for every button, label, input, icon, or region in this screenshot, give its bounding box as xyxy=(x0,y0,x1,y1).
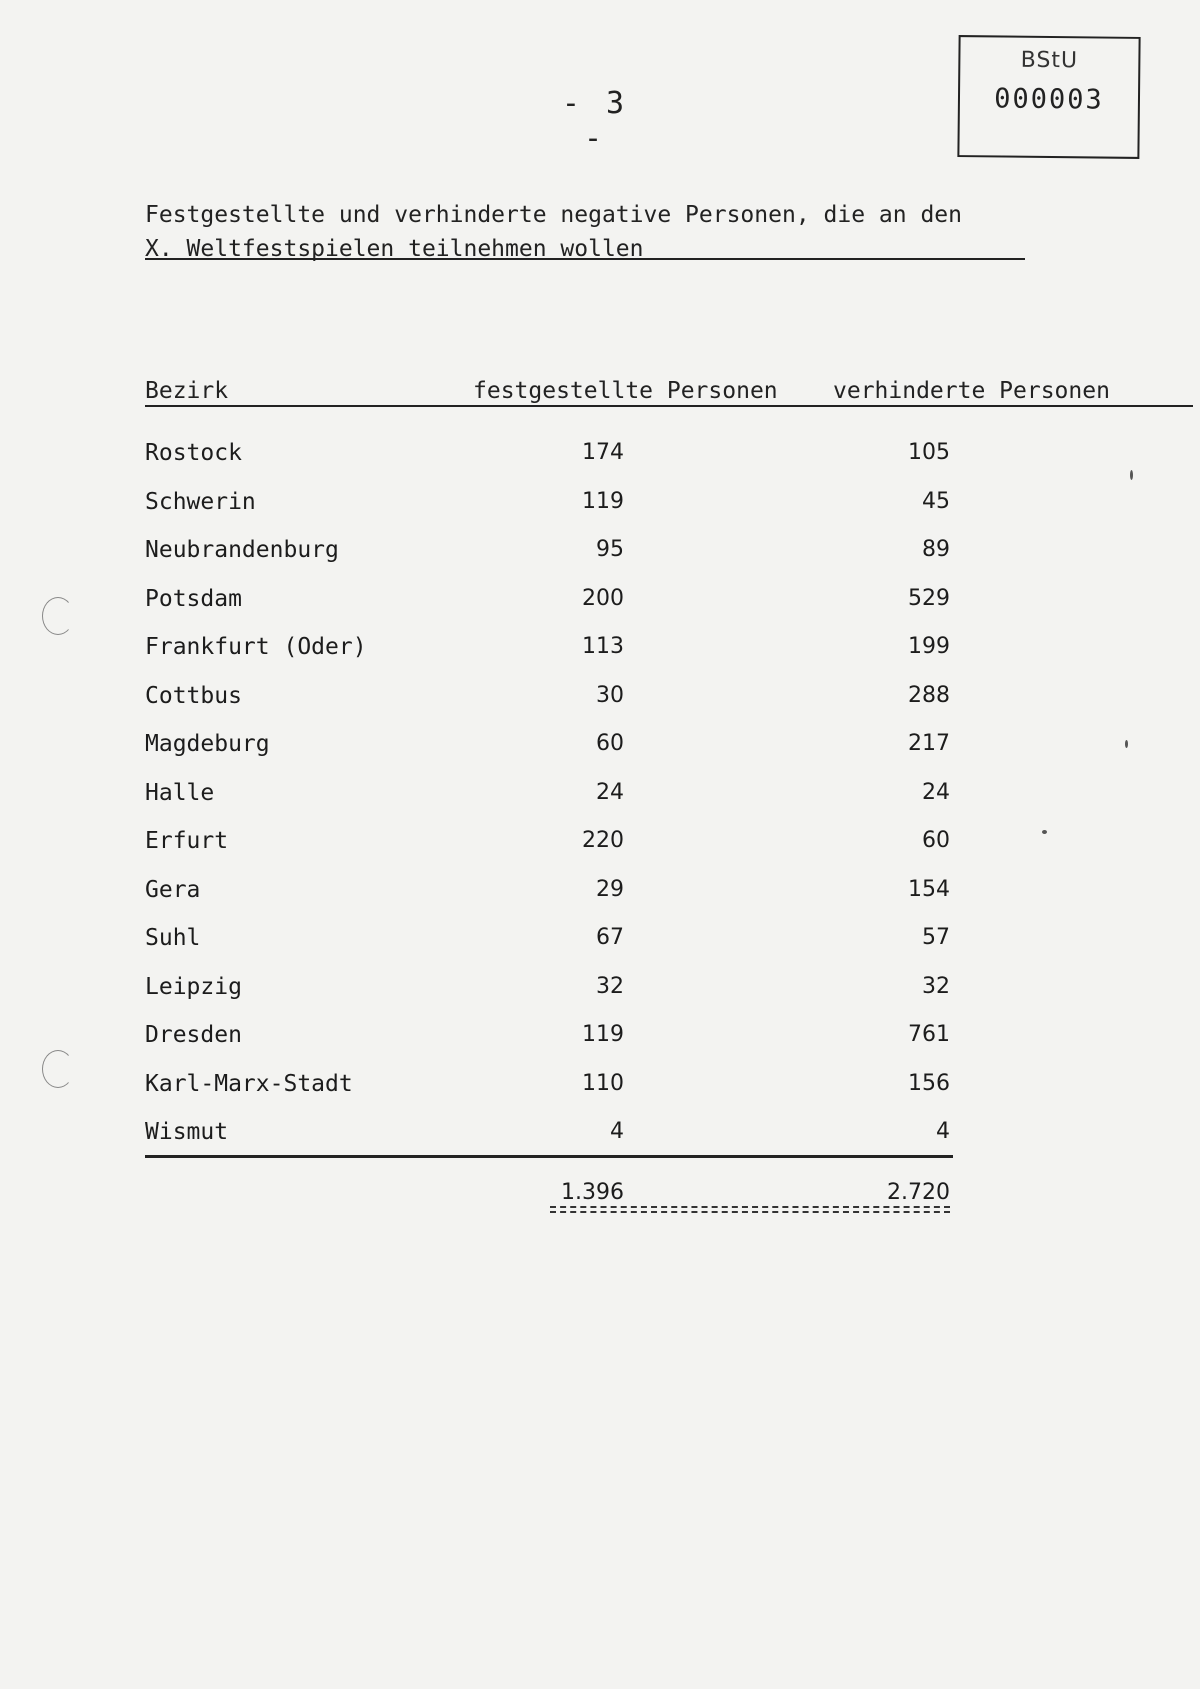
scan-speck xyxy=(1125,740,1128,748)
row-bezirk: Cottbus xyxy=(145,682,242,709)
row-festgestellte: 32 xyxy=(596,973,624,999)
row-festgestellte: 220 xyxy=(582,828,624,853)
header-bezirk: Bezirk xyxy=(145,378,229,404)
total-festgestellte: 1.396 xyxy=(561,1180,624,1205)
title-underline xyxy=(145,258,1025,260)
row-festgestellte: 200 xyxy=(582,585,624,611)
row-verhinderte: 288 xyxy=(908,682,950,708)
row-festgestellte: 24 xyxy=(596,779,624,805)
stamp-agency: BStU xyxy=(1020,47,1079,74)
header-verhinderte: verhinderte Personen xyxy=(833,378,1110,404)
table-row xyxy=(0,1022,1200,1062)
row-bezirk: Rostock xyxy=(145,440,242,466)
scan-speck xyxy=(1130,470,1133,480)
totals-row xyxy=(0,1180,1200,1220)
totals-double-rule-2 xyxy=(550,1211,950,1213)
table-row xyxy=(0,828,1200,868)
row-bezirk: Dresden xyxy=(145,1022,242,1048)
row-verhinderte: 60 xyxy=(922,828,950,853)
row-bezirk: Neubrandenburg xyxy=(145,537,339,563)
row-bezirk: Suhl xyxy=(145,925,201,951)
row-verhinderte: 199 xyxy=(908,634,950,659)
total-verhinderte: 2.720 xyxy=(887,1180,950,1205)
punch-hole-mark xyxy=(42,1050,74,1088)
totals-double-rule-1 xyxy=(550,1206,950,1208)
row-verhinderte: 217 xyxy=(908,731,950,756)
row-verhinderte: 32 xyxy=(922,973,950,999)
table-row xyxy=(0,877,1200,917)
row-festgestellte: 29 xyxy=(596,876,624,902)
row-bezirk: Potsdam xyxy=(145,585,242,612)
header-festgestellte: festgestellte Personen xyxy=(473,378,778,404)
punch-hole-mark xyxy=(42,597,74,635)
row-verhinderte: 761 xyxy=(908,1022,950,1047)
table-row xyxy=(0,440,1200,480)
row-festgestellte: 30 xyxy=(596,682,624,708)
row-bezirk: Frankfurt (Oder) xyxy=(145,634,367,660)
row-bezirk: Erfurt xyxy=(145,828,229,854)
table-row xyxy=(0,489,1200,529)
row-festgestellte: 4 xyxy=(610,1119,624,1144)
row-festgestellte: 113 xyxy=(582,634,624,659)
header-underline xyxy=(145,405,1193,407)
document-title xyxy=(145,198,1025,266)
row-festgestellte: 119 xyxy=(582,1022,624,1047)
archive-stamp xyxy=(957,35,1140,159)
row-bezirk: Schwerin xyxy=(145,488,256,515)
row-verhinderte: 24 xyxy=(922,779,950,805)
row-festgestellte: 174 xyxy=(582,440,624,465)
table-row xyxy=(0,634,1200,674)
row-verhinderte: 57 xyxy=(922,925,950,950)
row-bezirk: Gera xyxy=(145,876,201,903)
row-festgestellte: 67 xyxy=(596,925,624,950)
row-verhinderte: 156 xyxy=(908,1070,950,1096)
scan-speck xyxy=(1042,830,1047,834)
row-festgestellte: 119 xyxy=(582,488,624,514)
row-verhinderte: 89 xyxy=(922,537,950,562)
table-row xyxy=(0,974,1200,1014)
row-verhinderte: 529 xyxy=(908,585,950,611)
title-line-2: X. Weltfestspielen teilnehmen wollen xyxy=(145,236,644,262)
table-row xyxy=(0,1119,1200,1159)
table-row xyxy=(0,586,1200,626)
row-bezirk: Leipzig xyxy=(145,973,242,1000)
row-festgestellte: 60 xyxy=(596,731,624,756)
table-row xyxy=(0,537,1200,577)
table-row xyxy=(0,731,1200,771)
row-bezirk: Wismut xyxy=(145,1119,229,1145)
row-verhinderte: 45 xyxy=(922,488,950,514)
row-verhinderte: 4 xyxy=(936,1119,950,1144)
table-row xyxy=(0,780,1200,820)
stamp-number: 000003 xyxy=(994,83,1104,116)
row-verhinderte: 105 xyxy=(908,440,950,465)
table-row xyxy=(0,925,1200,965)
table-row xyxy=(0,1071,1200,1111)
row-festgestellte: 110 xyxy=(582,1070,624,1096)
page-number: - 3 - xyxy=(561,86,629,156)
table-bottom-rule xyxy=(145,1155,953,1158)
row-bezirk: Magdeburg xyxy=(145,731,270,757)
row-festgestellte: 95 xyxy=(596,537,624,562)
row-verhinderte: 154 xyxy=(908,876,950,902)
title-line-1: Festgestellte und verhinderte negative Personen, die an den xyxy=(145,202,962,228)
row-bezirk: Karl-Marx-Stadt xyxy=(145,1070,353,1097)
table-row xyxy=(0,683,1200,723)
row-bezirk: Halle xyxy=(145,779,215,806)
